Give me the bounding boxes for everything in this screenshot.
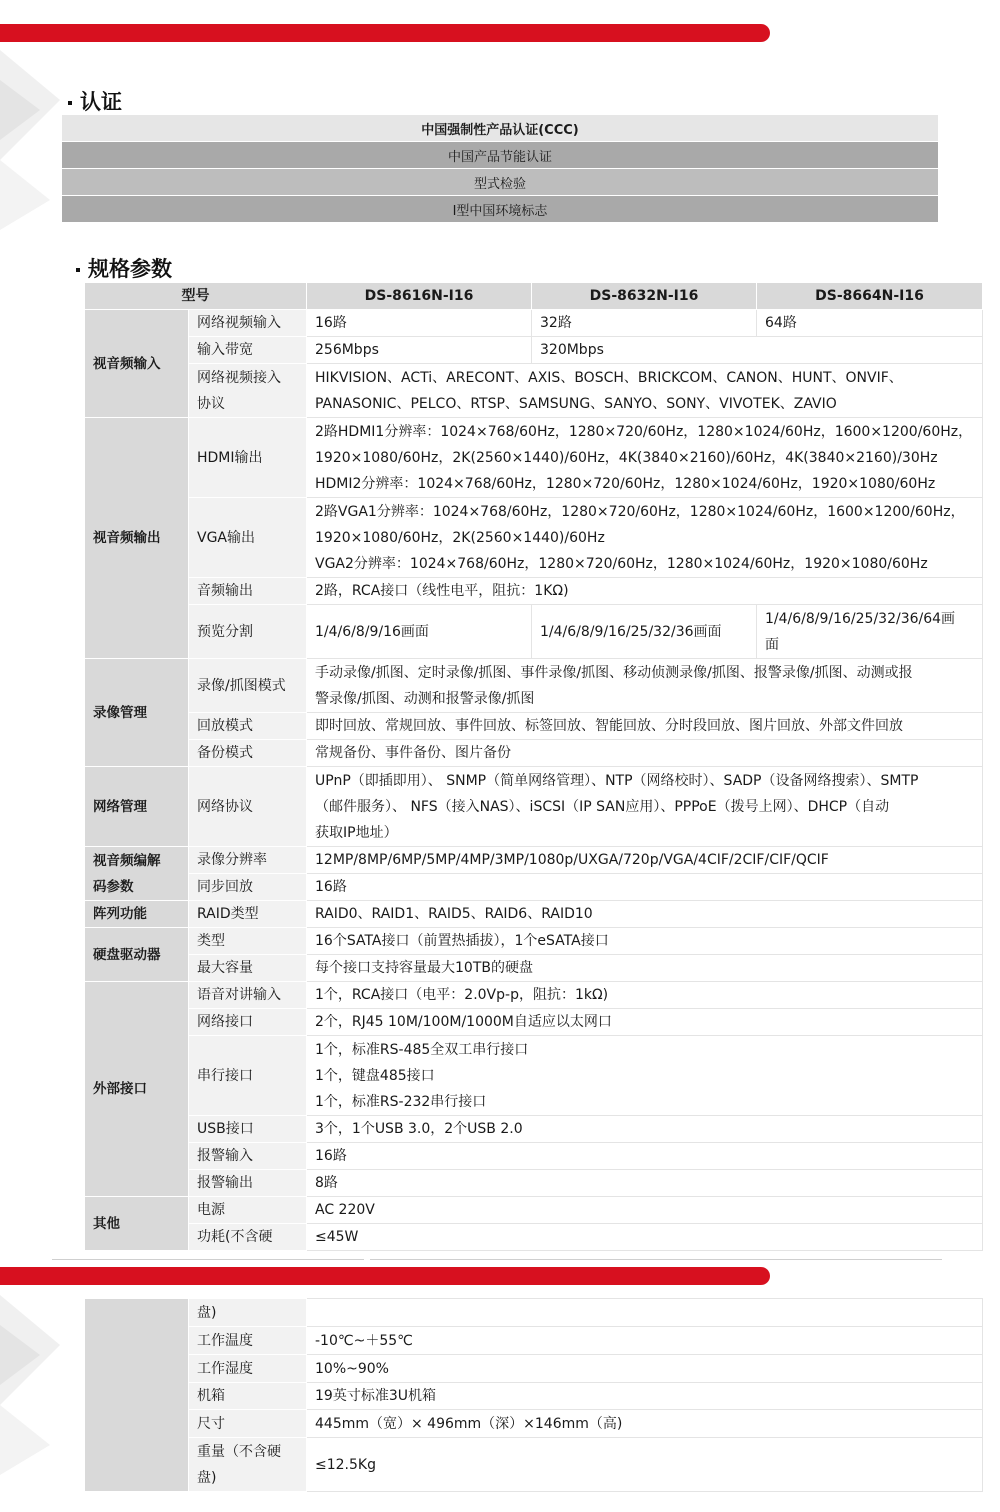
value-line: 警录像/抓图、动测和报警录像/抓图 [315,690,535,707]
cell-value: 即时回放、常规回放、事件回放、标签回放、智能回放、分时段回放、图片回放、外部文件回放 [307,713,983,740]
row-label: 盘) [189,1299,307,1327]
value-line: 2路VGA1分辨率：1024×768/60Hz，1280×720/60Hz，1280×1024/60Hz，1600×1200/60Hz， [315,503,965,520]
row-label: 网络协议 [189,767,307,847]
row-label: 预览分割 [189,605,307,659]
row-label [189,364,307,418]
cell-value: 32路 [532,310,757,337]
model-name: DS-8664N-I16 [757,283,983,310]
category-external: 外部接口 [85,982,189,1197]
label-line: 码参数 [93,878,134,895]
category-recording: 录像管理 [85,659,189,767]
cert-item: 中国产品节能认证 [62,142,938,169]
cell-value: 320Mbps [532,337,983,364]
value-line: PANASONIC、PELCO、RTSP、SAMSUNG、SANYO、SONY、VIVOTEK、ZAVIO [315,395,837,412]
value-line: 获取IP地址） [315,824,398,841]
row-label: 最大容量 [189,955,307,982]
row-label: VGA输出 [189,498,307,578]
value-line: HDMI2分辨率：1024×768/60Hz，1280×720/60Hz，1280×1024/60Hz，1920×1080/60Hz [315,475,936,492]
row-label: 音频输出 [189,578,307,605]
category-av-input: 视音频输入 [85,310,189,418]
spec-title-text: 规格参数 [88,257,172,281]
cell-value: 445mm（宽）× 496mm（深）×146mm（高) [307,1410,983,1438]
cell-value: 19英寸标准3U机箱 [307,1383,983,1410]
cell-value: 16个SATA接口（前置热插拔），1个eSATA接口 [307,928,983,955]
row-label: 电源 [189,1197,307,1224]
cell-value: 2路，RCA接口（线性电平，阻抗：1KΩ) [307,578,983,605]
model-name: DS-8632N-I16 [532,283,757,310]
cell-value: 12MP/8MP/6MP/5MP/4MP/3MP/1080p/UXGA/720p/VGA/4CIF/2CIF/CIF/QCIF [307,847,983,874]
category-codec [85,847,189,901]
label-line: 协议 [197,395,225,412]
cell-value: AC 220V [307,1197,983,1224]
row-label: 录像/抓图模式 [189,659,307,713]
cell-value: 256Mbps [307,337,532,364]
cell-value: 16路 [307,1143,983,1170]
cell-value [307,1299,983,1327]
cell-value [307,364,983,418]
cell-value [757,605,983,659]
spec-table-continued [84,1298,983,1492]
row-label: 回放模式 [189,713,307,740]
label-line: 网络视频接入 [197,369,281,386]
decorative-arrow-pattern [0,40,70,230]
cell-value: 常规备份、事件备份、图片备份 [307,740,983,767]
value-line: （邮件服务）、 NFS（接入NAS）、iSCSI（IP SAN应用）、PPPoE（拨号上网）、DHCP（自动 [315,798,890,815]
cell-value [307,767,983,847]
page-divider-left [52,1259,364,1260]
row-label: 语音对讲输入 [189,982,307,1009]
cell-value [307,659,983,713]
row-label: 输入带宽 [189,337,307,364]
category-av-output: 视音频输出 [85,418,189,659]
label-line: 视音频编解 [93,852,161,869]
row-label: 类型 [189,928,307,955]
second-red-bar [0,1267,770,1285]
value-line: 1个，标准RS-485全双工串行接口 [315,1041,529,1058]
cell-value: 1/4/6/8/9/16画面 [307,605,532,659]
cell-value: ≤45W [307,1224,983,1251]
cell-value: 16路 [307,874,983,901]
category-hdd: 硬盘驱动器 [85,928,189,982]
row-label: HDMI输出 [189,418,307,498]
value-line: 1920×1080/60Hz，2K(2560×1440)/60Hz [315,529,605,546]
value-line: 2路HDMI1分辨率：1024×768/60Hz，1280×720/60Hz，1280×1024/60Hz，1600×1200/60Hz， [315,423,973,440]
cell-value: 每个接口支持容量最大10TB的硬盘 [307,955,983,982]
label-line: 重量（不含硬 [197,1443,281,1460]
cell-value: 16路 [307,310,532,337]
cell-value: 1/4/6/8/9/16/25/32/36画面 [532,605,757,659]
value-line: VGA2分辨率：1024×768/60Hz，1280×720/60Hz，1280×1024/60Hz，1920×1080/60Hz [315,555,928,572]
spec-table [84,282,983,1251]
cell-value [307,1036,983,1116]
cell-value: 64路 [757,310,983,337]
label-line: 盘) [197,1469,217,1486]
row-label: 尺寸 [189,1410,307,1438]
page-divider-right [370,1259,942,1260]
cert-item: 型式检验 [62,169,938,196]
category-raid: 阵列功能 [85,901,189,928]
value-line: 1920×1080/60Hz，2K(2560×1440)/60Hz，4K(3840×2160)/60Hz，4K(3840×2160)/30Hz [315,449,938,466]
row-label: 网络视频输入 [189,310,307,337]
value-line: 手动录像/抓图、定时录像/抓图、事件录像/抓图、移动侦测录像/抓图、报警录像/抓图、动测或报 [315,664,913,681]
row-label: 功耗(不含硬 [189,1224,307,1251]
spec-section-title [76,253,172,283]
top-red-bar [0,24,770,42]
row-label: RAID类型 [189,901,307,928]
decorative-arrow-pattern-2 [0,1285,70,1475]
row-label: 工作温度 [189,1327,307,1355]
cell-value: 8路 [307,1170,983,1197]
value-line: 1/4/6/8/9/16/25/32/36/64画 [765,610,956,627]
cert-title-text: 认证 [80,90,122,114]
cell-value: 10%~90% [307,1355,983,1383]
category-other-continued [85,1299,189,1492]
cert-section-title [68,86,122,116]
model-label: 型号 [85,283,307,310]
row-label: 同步回放 [189,874,307,901]
cert-item: 中国强制性产品认证(CCC) [62,115,938,142]
cell-value: ≤12.5Kg [307,1438,983,1492]
cell-value [307,418,983,498]
value-line: 面 [765,636,779,653]
value-line: 1个，键盘485接口 [315,1067,435,1084]
value-line: 1个，标准RS-232串行接口 [315,1093,487,1110]
row-label [189,1438,307,1492]
cell-value: 3个，1个USB 3.0，2个USB 2.0 [307,1116,983,1143]
row-label: 机箱 [189,1383,307,1410]
cert-item: I型中国环境标志 [62,196,938,223]
row-label: 网络接口 [189,1009,307,1036]
row-label: 备份模式 [189,740,307,767]
row-label: 串行接口 [189,1036,307,1116]
cell-value: -10℃~＋55℃ [307,1327,983,1355]
cell-value: RAID0、RAID1、RAID5、RAID6、RAID10 [307,901,983,928]
category-network: 网络管理 [85,767,189,847]
value-line: HIKVISION、ACTi、ARECONT、AXIS、BOSCH、BRICKCOM、CANON、HUNT、ONVIF、 [315,369,903,386]
cell-value: 1个，RCA接口（电平：2.0Vp-p，阻抗：1kΩ) [307,982,983,1009]
row-label: 报警输入 [189,1143,307,1170]
model-name: DS-8616N-I16 [307,283,532,310]
row-label: USB接口 [189,1116,307,1143]
cell-value [307,498,983,578]
row-label: 录像分辨率 [189,847,307,874]
value-line: UPnP（即插即用）、 SNMP（简单网络管理）、NTP（网络校时）、SADP（设备网络搜索）、SMTP [315,772,919,789]
cert-table [62,114,938,222]
cell-value: 2个，RJ45 10M/100M/1000M自适应以太网口 [307,1009,983,1036]
row-label: 报警输出 [189,1170,307,1197]
category-other: 其他 [85,1197,189,1251]
row-label: 工作湿度 [189,1355,307,1383]
